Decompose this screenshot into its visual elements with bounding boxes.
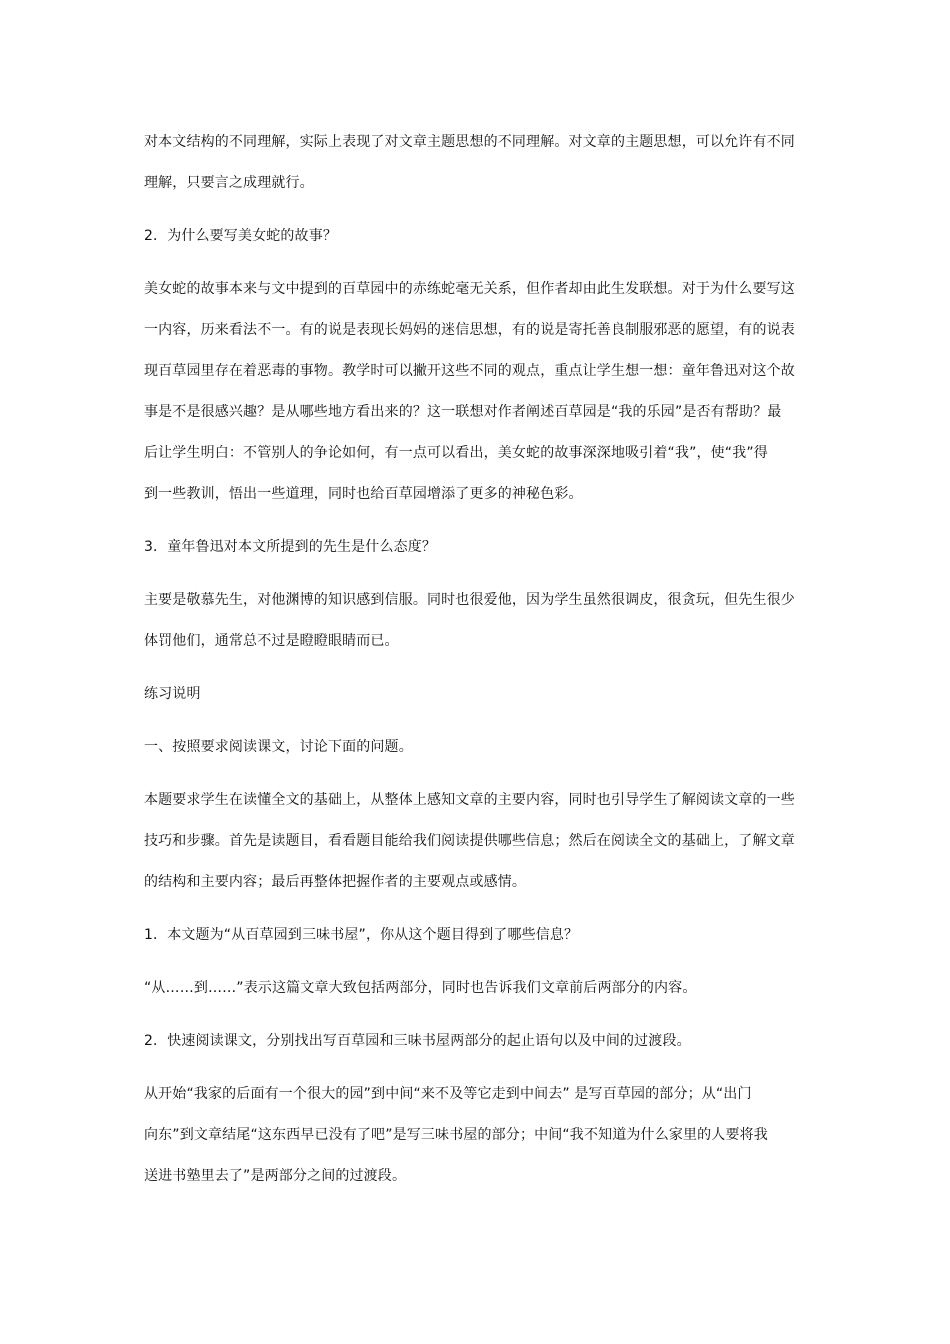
- question-heading: [144, 527, 806, 568]
- text-line: 主要是敬慕先生，对他渊博的知识感到信服。同时也很爱他，因为学生虽然很调皮，很贪玩，但先生很少: [144, 592, 795, 608]
- document-page: [144, 122, 806, 1197]
- paragraph-title-info: [144, 968, 806, 1009]
- text-line: 一内容，历来看法不一。有的说是表现长妈妈的迷信思想，有的说是寄托善良制服邪恶的愿望，有的说表: [144, 322, 795, 338]
- text-line: 现百草园里存在着恶毒的事物。教学时可以撇开这些不同的观点，重点让学生想一想：童年鲁迅对这个故: [144, 363, 795, 379]
- text-line: 3．童年鲁迅对本文所提到的先生是什么态度？: [144, 539, 437, 555]
- text-line: 技巧和步骤。首先是读题目，看看题目能给我们阅读提供哪些信息；然后在阅读全文的基础上，了解文章: [144, 833, 795, 849]
- paragraph-exercise-intro: [144, 780, 806, 903]
- question-heading: [144, 216, 806, 257]
- text-line: 练习说明: [144, 686, 201, 702]
- text-line: 后让学生明白：不管别人的争论如何，有一点可以看出，美女蛇的故事深深地吸引着“我”，使“我”得: [144, 445, 768, 461]
- question-heading: [144, 915, 806, 956]
- text-line: 一、按照要求阅读课文，讨论下面的问题。: [144, 739, 413, 755]
- text-line: 理解，只要言之成理就行。: [144, 175, 314, 191]
- text-line: 本题要求学生在读懂全文的基础上，从整体上感知文章的主要内容，同时也引导学生了解阅读文章的一些: [144, 792, 795, 808]
- text-line: 事是不是很感兴趣？是从哪些地方看出来的？这一联想对作者阐述百草园是“我的乐园”是否有帮助？最: [144, 404, 782, 420]
- text-line: 到一些教训，悟出一些道理，同时也给百草园增添了更多的神秘色彩。: [144, 486, 583, 502]
- text-line: 对本文结构的不同理解，实际上表现了对文章主题思想的不同理解。对文章的主题思想，可以允许有不同: [144, 134, 795, 150]
- text-line: 2．快速阅读课文，分别找出写百草园和三味书屋两部分的起止语句以及中间的过渡段。: [144, 1033, 691, 1049]
- text-line: 的结构和主要内容；最后再整体把握作者的主要观点或感情。: [144, 874, 527, 890]
- text-line: 1．本文题为“从百草园到三味书屋”，你从这个题目得到了哪些信息？: [144, 927, 579, 943]
- text-line: “从……到……”表示这篇文章大致包括两部分，同时也告诉我们文章前后两部分的内容。: [144, 980, 697, 996]
- paragraph-snake-story: [144, 269, 806, 515]
- text-line: 美女蛇的故事本来与文中提到的百草园中的赤练蛇毫无关系，但作者却由此生发联想。对于为什么要写这: [144, 281, 795, 297]
- question-heading: [144, 1021, 806, 1062]
- paragraph-teacher-attitude: [144, 580, 806, 662]
- text-line: 2．为什么要写美女蛇的故事？: [144, 228, 338, 244]
- text-line: 向东”到文章结尾“这东西早已没有了吧”是写三味书屋的部分；中间“我不知道为什么家里的人要将我: [144, 1127, 768, 1143]
- exercise-heading: [144, 727, 806, 768]
- text-line: 从开始“我家的后面有一个很大的园”到中间“来不及等它走到中间去” 是写百草园的部分；从“出门: [144, 1086, 752, 1102]
- paragraph-section-boundaries: [144, 1074, 806, 1197]
- paragraph-structure-note: [144, 122, 806, 204]
- text-line: 送进书塾里去了”是两部分之间的过渡段。: [144, 1168, 407, 1184]
- text-line: 体罚他们，通常总不过是瞪瞪眼睛而已。: [144, 633, 399, 649]
- section-heading: [144, 674, 806, 715]
